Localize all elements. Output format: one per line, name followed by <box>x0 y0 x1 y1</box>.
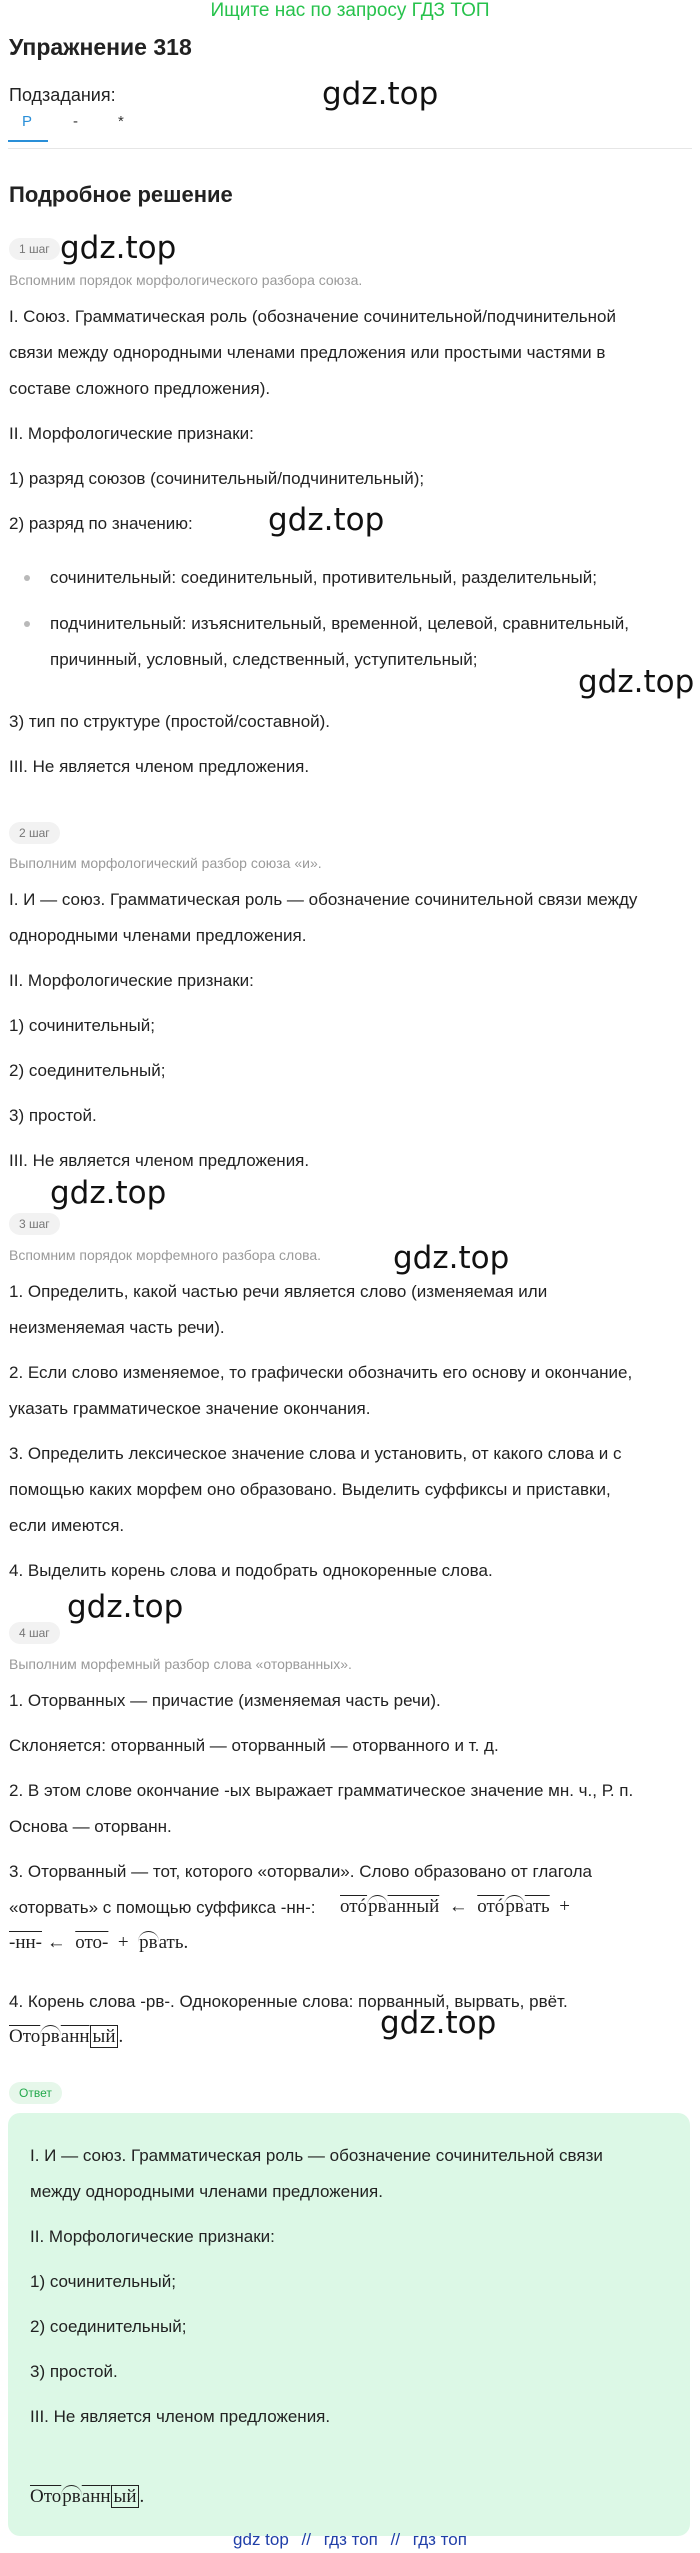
step-badge: 3 шаг <box>9 1213 60 1235</box>
text-line: Склоняется: оторванный — оторванный — оторванного и т. д. <box>9 1736 499 1755</box>
text-line: 1) сочинительный; <box>9 1016 155 1035</box>
text-line: 1) разряд союзов (сочинительный/подчинительный); <box>9 469 425 488</box>
answer-line: 2) соединительный; <box>30 2317 187 2336</box>
text-line: 2) разряд по значению: <box>9 514 193 533</box>
formula-suffix: ать <box>524 1896 550 1917</box>
text-line: если имеются. <box>9 1516 125 1535</box>
divider <box>8 148 692 149</box>
morph-root: рв <box>62 2486 81 2507</box>
formula-root: рв <box>505 1896 524 1917</box>
list-item: причинный, условный, следственный, уступительный; <box>50 650 478 669</box>
plus-icon: + <box>554 1896 570 1917</box>
text-line: «оторвать» с помощью суффикса -нн-: <box>9 1898 316 1917</box>
active-tab-indicator <box>8 140 48 142</box>
answer-line: II. Морфологические признаки: <box>30 2227 275 2246</box>
text-line: 3) тип по структуре (простой/составной). <box>9 712 331 731</box>
arrow-left-icon: ← <box>444 1896 473 1917</box>
page-title: Упражнение 318 <box>9 34 192 60</box>
step-note: Вспомним порядок морфемного разбора слова. <box>9 1247 322 1263</box>
morph-root: рв <box>41 2026 60 2047</box>
watermark: gdz.top <box>380 2005 497 2041</box>
list-item: подчинительный: изъяснительный, временной, целевой, сравнительный, <box>50 614 629 633</box>
morph-prefix: Ото <box>30 2486 62 2507</box>
formula-root: рв <box>368 1896 387 1917</box>
watermark: gdz.top <box>67 1589 184 1625</box>
formula-suffix: анный <box>387 1896 440 1917</box>
text-line: 1. Определить, какой частью речи является слово (изменяемая или <box>9 1282 548 1301</box>
formula-prefix: отó <box>340 1896 368 1917</box>
top-banner[interactable]: Ищите нас по запросу ГДЗ ТОП <box>210 0 490 21</box>
answer-line: 1) сочинительный; <box>30 2272 176 2291</box>
morph-prefix: Ото <box>9 2026 41 2047</box>
text-line: однородными членами предложения. <box>9 926 307 945</box>
text-line: 2) соединительный; <box>9 1061 166 1080</box>
text-line: составе сложного предложения). <box>9 379 271 398</box>
formula-prefix: ото- <box>75 1932 109 1953</box>
tab-star[interactable]: * <box>118 113 124 130</box>
morph-ending: ый <box>90 2025 119 2048</box>
text-line: Основа — оторванн. <box>9 1817 172 1836</box>
watermark: gdz.top <box>60 230 177 266</box>
arrow-left-icon: ← <box>46 1932 71 1953</box>
morph-dot: . <box>118 2026 124 2047</box>
text-line: II. Морфологические признаки: <box>9 424 254 443</box>
text-line: III. Не является членом предложения. <box>9 1151 310 1170</box>
text-line: III. Не является членом предложения. <box>9 757 310 776</box>
list-item: сочинительный: соединительный, противительный, разделительный; <box>50 568 597 587</box>
footer-separator: // <box>390 2530 401 2549</box>
footer-link[interactable]: гдз топ <box>323 2530 378 2549</box>
formula-suffix: -нн- <box>9 1932 42 1953</box>
answer-line: III. Не является членом предложения. <box>30 2407 331 2426</box>
watermark: gdz.top <box>393 1240 510 1276</box>
bullet <box>24 575 30 581</box>
step-note: Выполним морфологический разбор союза «и». <box>9 855 322 871</box>
footer-link[interactable]: gdz top <box>233 2530 289 2549</box>
answer-line: 3) простой. <box>30 2362 118 2381</box>
tab-r[interactable]: Р <box>22 113 33 130</box>
watermark: gdz.top <box>268 502 385 538</box>
formula-root: рв <box>139 1932 158 1953</box>
watermark: gdz.top <box>578 664 695 700</box>
formula-suffix: ать. <box>158 1932 189 1953</box>
bullet <box>24 621 30 627</box>
text-line: помощью каких морфем оно образовано. Выделить суффиксы и приставки, <box>9 1480 611 1499</box>
footer-link[interactable]: гдз топ <box>412 2530 467 2549</box>
footer-separator: // <box>301 2530 311 2549</box>
text-line: 3. Определить лексическое значение слова и установить, от какого слова и с <box>9 1444 622 1463</box>
text-line: I. И — союз. Грамматическая роль — обозначение сочинительной связи между <box>9 890 638 909</box>
text-line: 2. Если слово изменяемое, то графически обозначить его основу и окончание, <box>9 1363 633 1382</box>
text-line: неизменяемая часть речи). <box>9 1318 225 1337</box>
morph-ending: ый <box>111 2485 140 2508</box>
tab-dash[interactable]: - <box>73 113 78 130</box>
step-badge: 4 шаг <box>9 1622 60 1644</box>
step-badge: 1 шаг <box>9 238 60 260</box>
answer-line: между однородными членами предложения. <box>30 2182 383 2201</box>
footer-links <box>0 2530 700 2550</box>
answer-badge: Ответ <box>9 2082 62 2104</box>
subtasks-label: Подзадания: <box>9 85 116 105</box>
morph-formula <box>340 1896 570 1918</box>
text-line: 4. Корень слова -рв-. Однокоренные слова: порванный, вырвать, рвёт. <box>9 1992 568 2011</box>
morph-suffix: анн <box>60 2026 90 2047</box>
text-line: I. Союз. Грамматическая роль (обозначение сочинительной/подчинительной <box>9 307 616 326</box>
text-line: связи между однородными членами предложения или простыми частями в <box>9 343 606 362</box>
section-title: Подробное решение <box>9 182 233 207</box>
text-line: 4. Выделить корень слова и подобрать однокоренные слова. <box>9 1561 493 1580</box>
text-line: указать грамматическое значение окончания. <box>9 1399 371 1418</box>
text-line: 3) простой. <box>9 1106 97 1125</box>
morph-formula <box>9 1932 188 1954</box>
watermark: gdz.top <box>50 1175 167 1211</box>
text-line: 1. Оторванных — причастие (изменяемая часть речи). <box>9 1691 441 1710</box>
step-badge: 2 шаг <box>9 822 60 844</box>
morph-scheme <box>9 2026 123 2048</box>
plus-icon: + <box>113 1932 134 1953</box>
answer-line: I. И — союз. Грамматическая роль — обозначение сочинительной связи <box>30 2146 603 2165</box>
text-line: II. Морфологические признаки: <box>9 971 254 990</box>
morph-suffix: анн <box>81 2486 111 2507</box>
answer-morph-scheme <box>30 2486 144 2508</box>
text-line: 2. В этом слове окончание -ых выражает грамматическое значение мн. ч., Р. п. <box>9 1781 634 1800</box>
step-note: Вспомним порядок морфологического разбора союза. <box>9 272 363 288</box>
step-note: Выполним морфемный разбор слова «оторванных». <box>9 1656 352 1672</box>
formula-prefix: отó <box>477 1896 505 1917</box>
text-line: 3. Оторванный — тот, которого «оторвали». Слово образовано от глагола <box>9 1862 592 1881</box>
watermark: gdz.top <box>322 76 439 112</box>
morph-dot: . <box>139 2486 145 2507</box>
